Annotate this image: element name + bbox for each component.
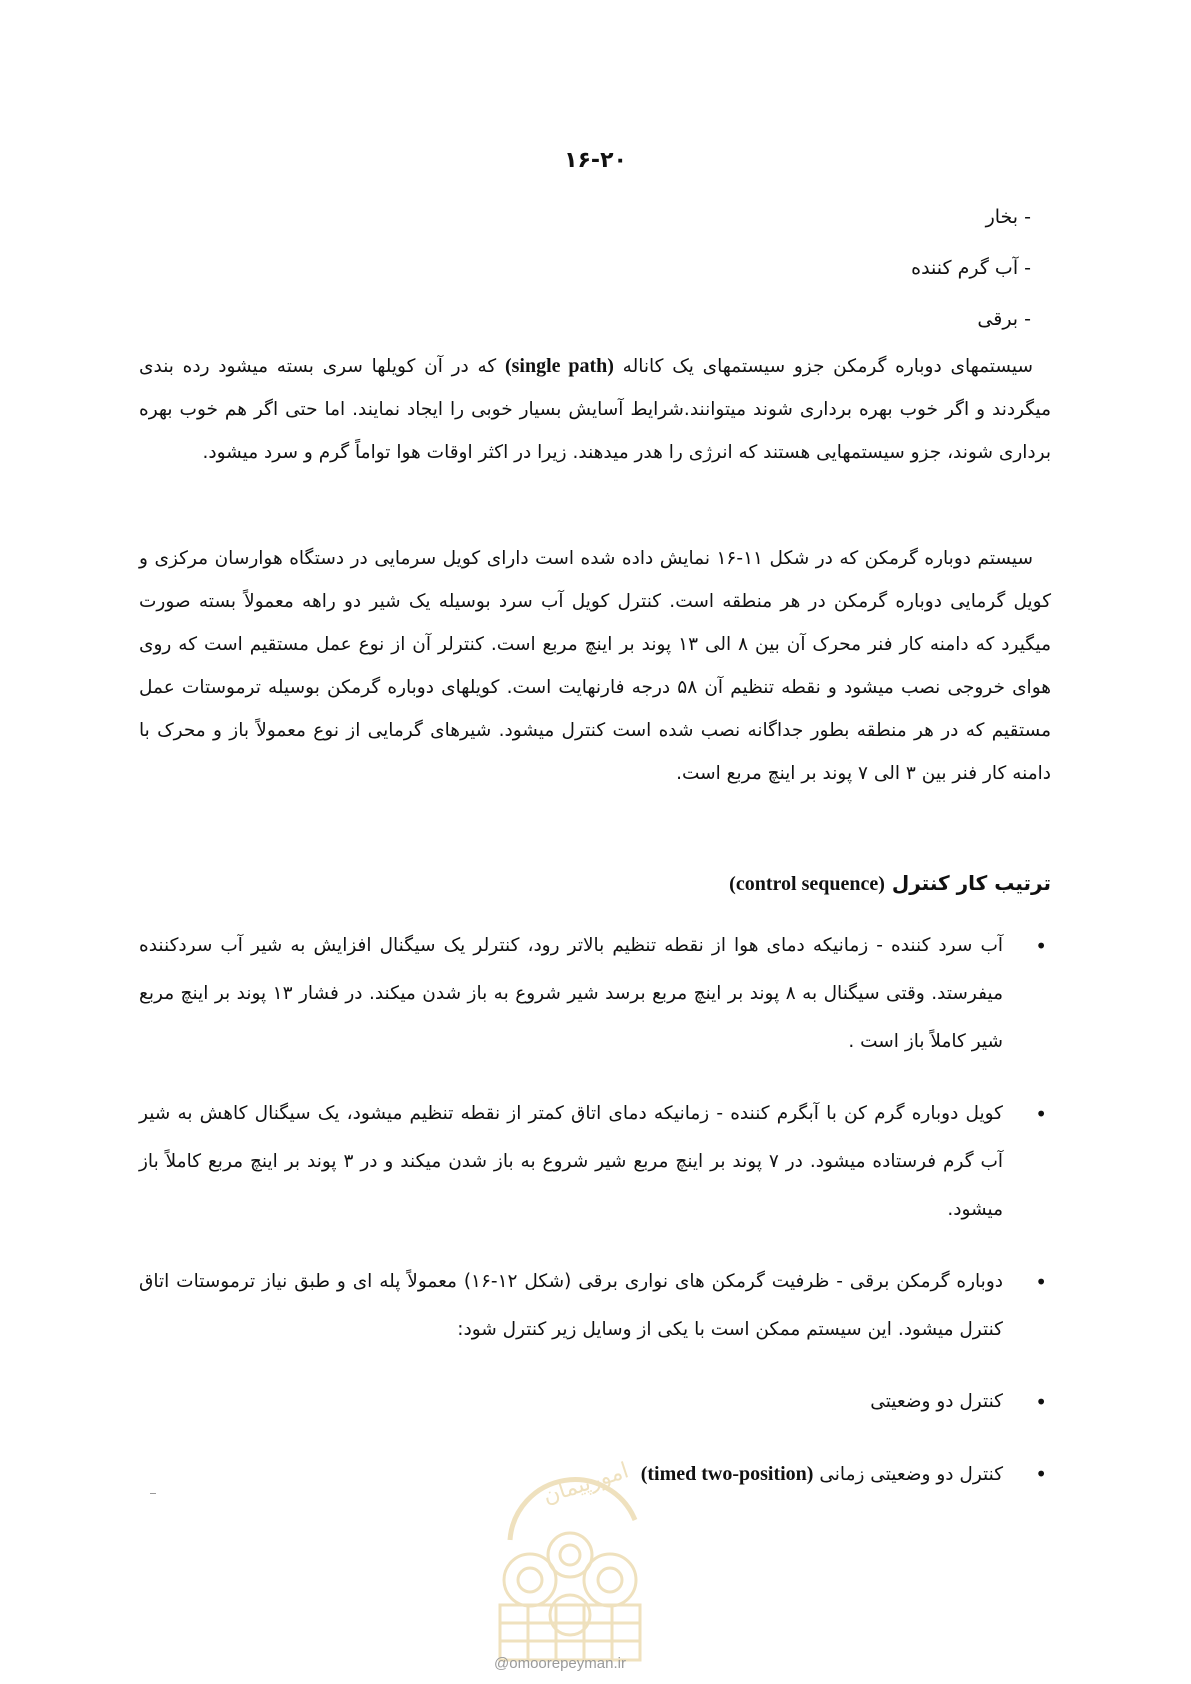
bullet-item-chilled-water bbox=[139, 922, 1051, 1066]
bullet-item-hot-water-reheat bbox=[139, 1090, 1051, 1234]
bullet-text-persian: کنترل دو وضعیتی زمانی bbox=[819, 1464, 1003, 1485]
watermark-text: امورپیمان bbox=[540, 1458, 632, 1510]
bullet-icon: • bbox=[1035, 934, 1047, 958]
paragraph-reheat-intro bbox=[139, 345, 1051, 474]
section-heading bbox=[139, 871, 1051, 896]
bullet-text: دوباره گرمکن برقی - ظرفیت گرمکن های نواری برقی (شکل ۱۲-۱۶) معمولاً پله ای و طبق نیاز ترموستات اتاق کنترل میشود. این سیستم ممکن است با یکی از وسایل زیر کنترل شود: bbox=[139, 1271, 1003, 1340]
footer-url: @omoorepeyman.ir bbox=[494, 1655, 626, 1672]
control-sequence-list bbox=[139, 922, 1051, 1499]
paragraph-reheat-system: سیستم دوباره گرمکن که در شکل ۱۱-۱۶ نمایش داده شده است دارای کویل سرمایی در دستگاه هوارسان مرکزی و کویل گرمایی دوباره گرمکن در هر منطقه است. کنترل کویل آب سرد بوسیله یک شیر دو راهه معمولاً بسته صورت میگیرد که دامنه کار فنر محرک آن بین ۸ الی ۱۳ پوند بر اینچ مربع است. کنترلر آن از نوع عمل مستقیم است که روی هوای خروجی نصب میشود و نقطه تنظیم آن ۵۸ درجه فارنهایت است. کویلهای دوباره گرمکن بوسیله ترموستات عمل مستقیم که در هر منطقه بطور جداگانه نصب شده است کنترل میشود. شیرهای گرمایی از نوع معمولاً باز و محرک با دامنه کار فنر بین ۳ الی ۷ پوند بر اینچ مربع است. bbox=[139, 548, 1052, 784]
bullet-icon: • bbox=[1035, 1462, 1047, 1486]
bullet-text: آب سرد کننده - زمانیکه دمای هوا از نقطه تنظیم بالاتر رود، کنترلر یک سیگنال افزایش به شیر آب سردکننده میفرستد. وقتی سیگنال به ۸ پوند بر اینچ مربع برسد شیر شروع به باز شدن میکند. در فشار ۱۳ پوند بر اینچ مربع شیر کاملاً باز است . bbox=[139, 935, 1003, 1052]
list-item-hot-water: - آب گرم کننده bbox=[911, 257, 1031, 279]
list-item-electric: - برقی bbox=[977, 308, 1031, 330]
bullet-icon: • bbox=[1035, 1390, 1047, 1414]
page-number: ۱۶-۲۰ bbox=[564, 148, 627, 173]
watermark-logo bbox=[470, 1430, 670, 1670]
paragraph-latin-term: (single path) bbox=[504, 355, 614, 377]
paragraph-text-end: که در آن کویلها سری بسته میشود رده بندی میگردند و اگر خوب بهره برداری شوند میتوانند.شرایط آسایش بسیار خوبی را ایجاد نمایند. اما حتی اگر هم خوب بهره برداری شوند، جزو سیستمهایی هستند که انرژی را هدر میدهند. زیرا در اکثر اوقات هوا تواماً گرم و سرد میشود. bbox=[139, 356, 1051, 463]
heading-latin: (control sequence) bbox=[729, 873, 885, 895]
bullet-text: کنترل دو وضعیتی bbox=[870, 1391, 1003, 1412]
paragraph-text-start: سیستمهای دوباره گرمکن جزو سیستمهای یک کاناله bbox=[622, 356, 1033, 377]
heating-type-list bbox=[431, 203, 1031, 356]
bullet-icon: • bbox=[1035, 1102, 1047, 1126]
bullet-icon: • bbox=[1035, 1270, 1047, 1294]
margin-mark bbox=[150, 1493, 156, 1494]
heading-persian: ترتیب کار کنترل bbox=[891, 871, 1051, 895]
bullet-item-two-position bbox=[139, 1378, 1051, 1426]
bullet-text: کویل دوباره گرم کن با آبگرم کننده - زمانیکه دمای اتاق کمتر از نقطه تنظیم میشود، یک سیگنال کاهش به شیر آب گرم فرستاده میشود. در ۷ پوند بر اینچ مربع شیر شروع به باز شدن میکند و در ۳ پوند بر اینچ مربع کاملاً باز میشود. bbox=[139, 1103, 1003, 1220]
list-item-steam: - بخار bbox=[985, 206, 1031, 228]
bullet-item-electric-reheat bbox=[139, 1258, 1051, 1354]
bullet-text-latin: (timed two-position) bbox=[640, 1463, 814, 1485]
